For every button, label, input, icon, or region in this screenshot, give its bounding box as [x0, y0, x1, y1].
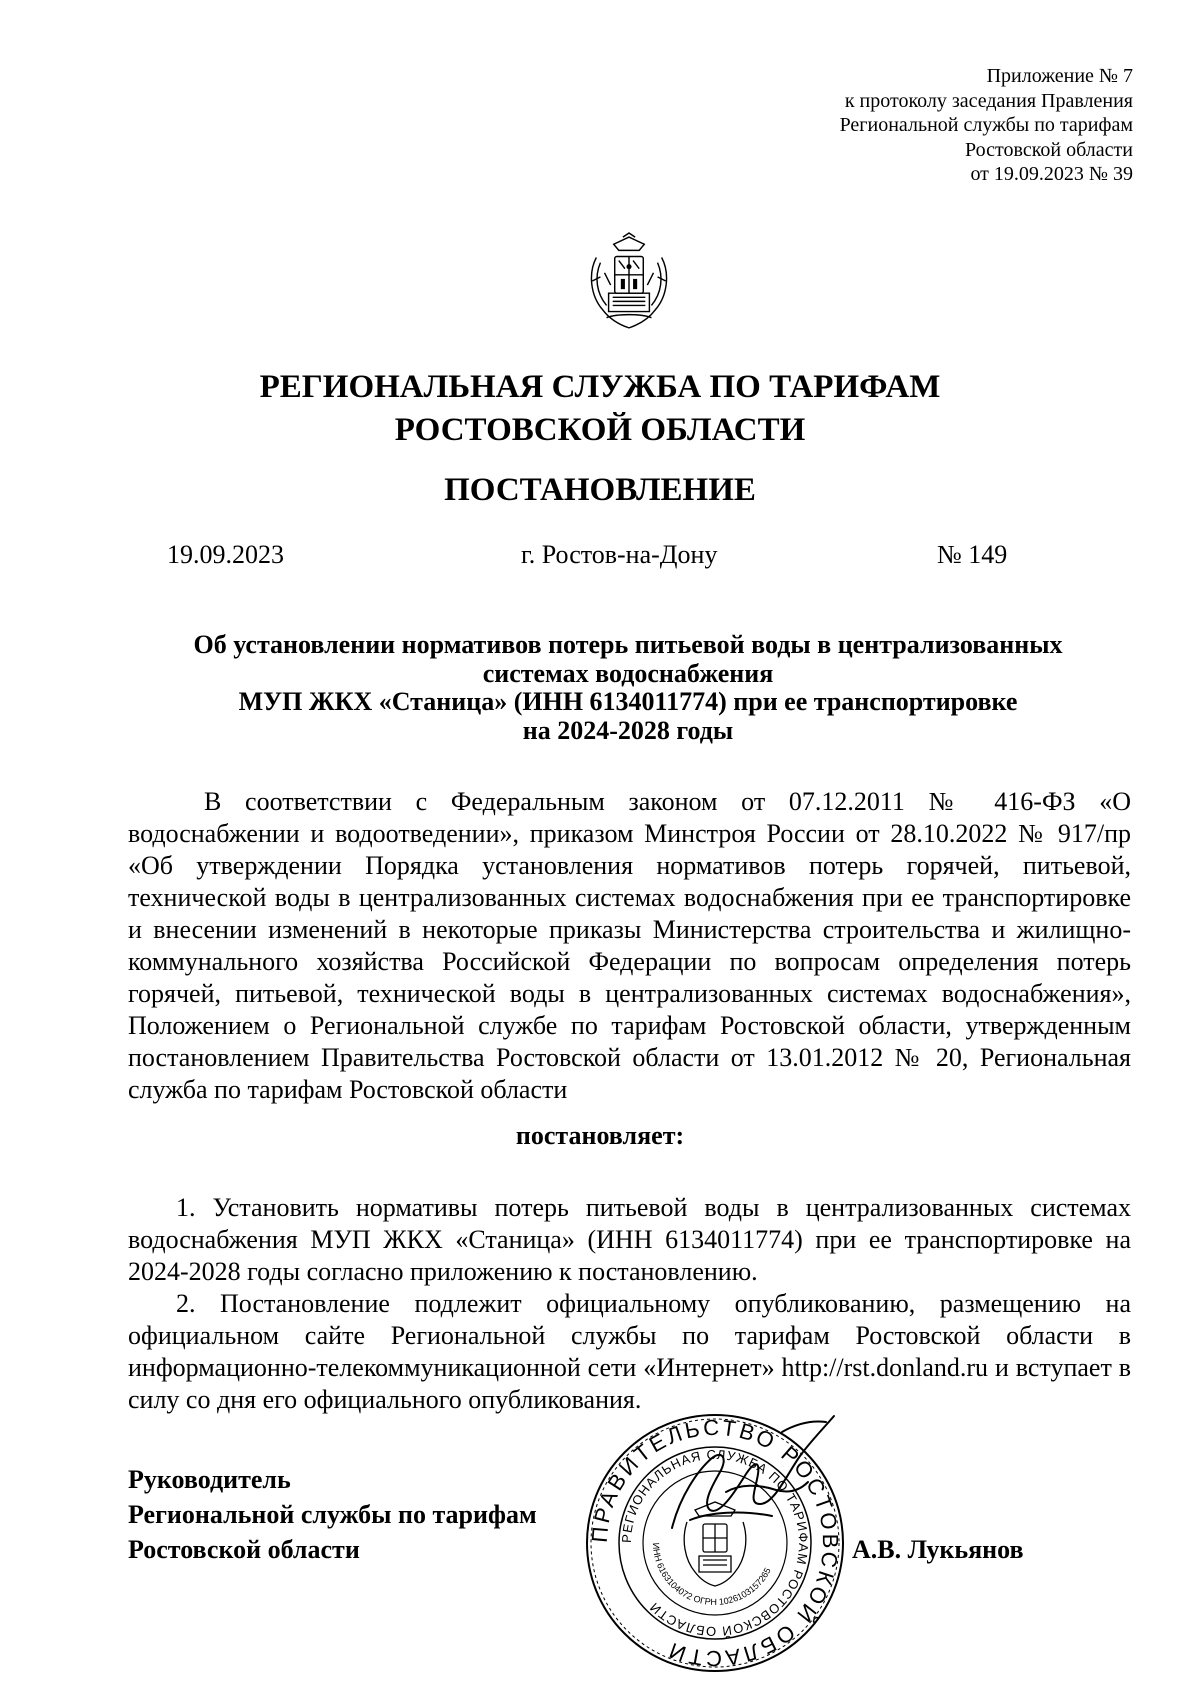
signature-icon	[650, 1400, 850, 1570]
document-number: № 149	[937, 540, 1008, 569]
resolution-points	[128, 1192, 1131, 1416]
appendix-header	[840, 64, 1133, 187]
document-subject	[128, 631, 1128, 745]
resolution-point: 2. Постановление подлежит официальному опубликованию, размещению на официальном сайте Региональной службы по тарифам Ростовской области в информационно-телекоммуникационной сети «Интернет» http://rst.donland.ru и вступает в силу со дня его официального опубликования.	[128, 1289, 1131, 1414]
signatory-title	[128, 1462, 537, 1567]
signatory-title-line: Ростовской области	[128, 1535, 360, 1564]
resolution-point: 1. Установить нормативы потерь питьевой воды в централизованных системах водоснабжения МУП ЖКХ «Станица» (ИНН 6134011774) при ее транспортировке на 2024-2028 годы согласно приложению к постановлению.	[128, 1193, 1131, 1286]
signatory-name: А.В. Лукьянов	[852, 1535, 1024, 1564]
organization-line: РЕГИОНАЛЬНАЯ СЛУЖБА ПО ТАРИФАМ	[259, 369, 941, 405]
resolves-heading: постановляет:	[515, 1121, 685, 1150]
seal-ids-text: ИНН 6163104072 ОГРН 1026103157265	[650, 1542, 773, 1608]
document-type: ПОСТАНОВЛЕНИЕ	[444, 472, 756, 508]
document-date: 19.09.2023	[167, 540, 284, 569]
seal-inner-text: РЕГИОНАЛЬНАЯ СЛУЖБА ПО ТАРИФАМ РОСТОВСКОЙ ОБЛАСТИ	[618, 1446, 812, 1640]
appendix-line: к протоколу заседания Правления	[844, 89, 1133, 112]
appendix-line: Региональной службы по тарифам	[839, 114, 1133, 136]
organization-title	[0, 366, 1200, 452]
signatory-title-line: Руководитель	[128, 1465, 291, 1494]
appendix-line: Ростовской области	[965, 138, 1133, 161]
coat-of-arms-icon	[578, 232, 680, 334]
signatory-title-line: Региональной службы по тарифам	[128, 1500, 537, 1529]
appendix-line: Приложение № 7	[986, 65, 1133, 87]
seal-outer-text: ПРАВИТЕЛЬСТВО РОСТОВСКОЙ ОБЛАСТИ	[586, 1414, 844, 1672]
subject-line: на 2024-2028 годы	[522, 715, 734, 745]
organization-line: РОСТОВСКОЙ ОБЛАСТИ	[394, 412, 806, 448]
appendix-line: от 19.09.2023 № 39	[970, 163, 1133, 185]
subject-line: МУП ЖКХ «Станица» (ИНН 6134011774) при ее транспортировке	[238, 687, 1018, 716]
preamble-paragraph: В соответствии с Федеральным законом от 07.12.2011 № 416-ФЗ «О водоснабжении и водоотведении», приказом Минстроя России от 28.10.2022 № 917/пр «Об утверждении Порядка установления нормативов потерь горячей, питьевой, технической воды в централизованных системах водоснабжения при ее транспортировке и внесении изменений в некоторые приказы Министерства строительства и жилищно-коммунального хозяйства Российской Федерации по вопросам определения потерь горячей, питьевой, технической воды в централизованных системах водоснабжения», Положением о Региональной службе по тарифам Ростовской области, утвержденным постановлением Правительства Ростовской области от 13.01.2012 № 20, Региональная служба по тарифам Ростовской области	[128, 787, 1131, 1104]
subject-line: Об установлении нормативов потерь питьевой воды в централизованных	[193, 630, 1063, 659]
subject-line: системах водоснабжения	[482, 658, 774, 688]
document-city: г. Ростов-на-Дону	[521, 540, 718, 569]
